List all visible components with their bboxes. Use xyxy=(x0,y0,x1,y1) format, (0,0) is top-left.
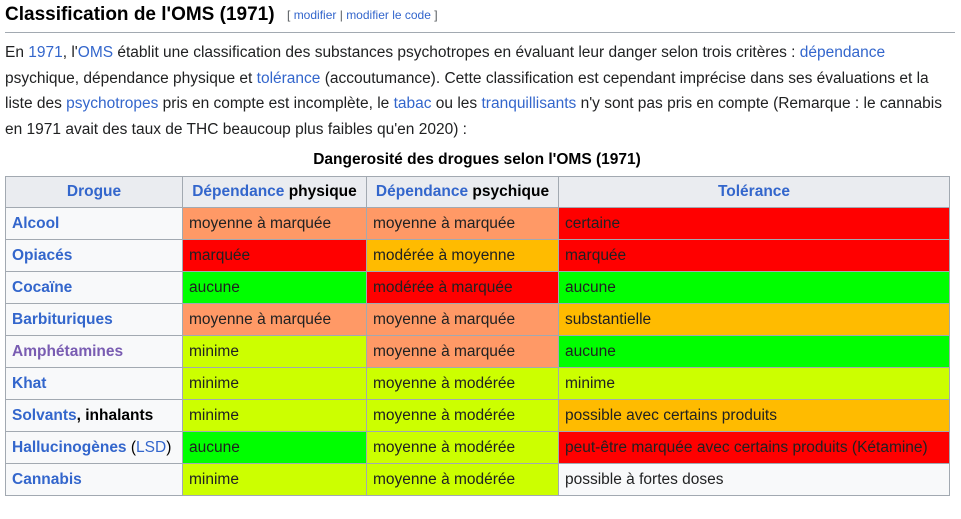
text-fragment: ou les xyxy=(431,95,482,113)
drug-name-cell xyxy=(6,400,183,432)
physical-dependence-cell: minime xyxy=(183,368,367,400)
physical-dependence-cell: minime xyxy=(183,400,367,432)
link-dependance[interactable]: dépendance xyxy=(799,44,886,61)
psychic-dependence-cell: moyenne à marquée xyxy=(367,304,559,336)
link-1971[interactable]: 1971 xyxy=(28,44,63,61)
edit-section-links xyxy=(287,8,438,22)
drug-name-extra: , inhalants xyxy=(76,406,154,424)
drug-name-cell xyxy=(6,368,183,400)
link-tranquillisants[interactable]: tranquillisants xyxy=(481,95,577,113)
link-tolerance[interactable]: tolérance xyxy=(256,69,321,87)
link-psychotropes[interactable]: psychotropes xyxy=(66,95,159,113)
col-header-suffix: physique xyxy=(284,183,357,200)
drug-name-cell xyxy=(6,336,183,368)
heading-divider xyxy=(5,32,955,33)
psychic-dependence-cell: moyenne à marquée xyxy=(367,208,559,240)
drug-name-link[interactable]: Barbituriques xyxy=(12,310,113,328)
table-row xyxy=(6,368,950,400)
link-tabac[interactable]: tabac xyxy=(393,95,432,113)
tolerance-cell: aucune xyxy=(559,272,950,304)
edit-separator: | xyxy=(339,8,343,22)
text-fragment: , l' xyxy=(62,44,78,61)
tolerance-cell: minime xyxy=(559,368,950,400)
drug-name-link[interactable]: Opiacés xyxy=(12,246,73,264)
table-row xyxy=(6,272,950,304)
drug-name-tail: ) xyxy=(166,438,172,456)
drug-name-cell xyxy=(6,272,183,304)
col-header-drogue[interactable] xyxy=(6,177,183,208)
table-row xyxy=(6,240,950,272)
physical-dependence-cell: minime xyxy=(183,464,367,496)
physical-dependence-cell: aucune xyxy=(183,272,367,304)
drug-danger-table xyxy=(5,176,950,496)
tolerance-cell: certaine xyxy=(559,208,950,240)
text-fragment: psychique, dépendance physique et xyxy=(5,69,257,87)
table-row xyxy=(6,432,950,464)
physical-dependence-cell: minime xyxy=(183,336,367,368)
drug-name-link[interactable]: Hallucinogènes xyxy=(12,438,127,456)
physical-dependence-cell: aucune xyxy=(183,432,367,464)
table-header-row xyxy=(6,177,950,208)
table-caption: Dangerosité des drogues selon l'OMS (1971) xyxy=(313,151,641,168)
drug-name-link[interactable]: Amphétamines xyxy=(12,342,124,360)
psychic-dependence-cell: moyenne à modérée xyxy=(367,400,559,432)
drug-name-link[interactable]: Cocaïne xyxy=(12,278,73,296)
tolerance-cell: possible à fortes doses xyxy=(559,464,950,496)
tolerance-cell: peut-être marquée avec certains produits (Kétamine) xyxy=(559,432,950,464)
table-row xyxy=(6,400,950,432)
table-row xyxy=(6,336,950,368)
link-oms[interactable]: OMS xyxy=(77,44,114,61)
psychic-dependence-cell: modérée à moyenne xyxy=(367,240,559,272)
psychic-dependence-cell: moyenne à modérée xyxy=(367,432,559,464)
edit-source-link[interactable]: modifier le code xyxy=(346,8,431,22)
edit-link[interactable]: modifier xyxy=(293,8,337,22)
edit-bracket-close: ] xyxy=(434,8,438,22)
drug-name-link[interactable]: Solvants xyxy=(12,406,77,424)
drug-name-link[interactable]: Alcool xyxy=(12,214,60,232)
col-header-tolerance-label[interactable]: Tolérance xyxy=(717,183,791,200)
physical-dependence-cell: moyenne à marquée xyxy=(183,304,367,336)
drug-name-cell xyxy=(6,464,183,496)
table-row xyxy=(6,208,950,240)
dependance-link[interactable]: Dépendance xyxy=(192,183,285,200)
col-header-dependance-physique[interactable] xyxy=(183,177,367,208)
text-fragment: établit une classification des substances psychotropes en évaluant leur danger selon trois critères : xyxy=(113,44,800,61)
col-header-tolerance[interactable] xyxy=(559,177,950,208)
col-header-dependance-psychique[interactable] xyxy=(367,177,559,208)
text-fragment: (accoutumance). Cette classification est cependant imprécise dans ses évaluations et la liste des xyxy=(5,69,929,113)
psychic-dependence-cell: moyenne à modérée xyxy=(367,368,559,400)
drug-name-cell xyxy=(6,208,183,240)
tolerance-cell: marquée xyxy=(559,240,950,272)
drug-name-sub-link[interactable]: LSD xyxy=(136,438,167,456)
psychic-dependence-cell: moyenne à modérée xyxy=(367,464,559,496)
tolerance-cell: possible avec certains produits xyxy=(559,400,950,432)
psychic-dependence-cell: modérée à marquée xyxy=(367,272,559,304)
tolerance-cell: substantielle xyxy=(559,304,950,336)
physical-dependence-cell: marquée xyxy=(183,240,367,272)
table-row xyxy=(6,464,950,496)
intro-paragraph xyxy=(5,40,955,142)
physical-dependence-cell: moyenne à marquée xyxy=(183,208,367,240)
psychic-dependence-cell: moyenne à marquée xyxy=(367,336,559,368)
drug-name-link[interactable]: Cannabis xyxy=(12,470,82,488)
text-fragment: En xyxy=(5,44,29,61)
dependance-link[interactable]: Dépendance xyxy=(375,183,469,200)
text-fragment: pris en compte est incomplète, le xyxy=(158,95,394,113)
edit-bracket-open: [ xyxy=(287,8,291,22)
text-fragment: n'y sont pas pris en compte (Remarque : le cannabis en 1971 avait des taux de THC beaucoup plus faibles qu'en 2020) : xyxy=(5,95,942,138)
section-title: Classification de l'OMS (1971) xyxy=(5,4,275,25)
tolerance-cell: aucune xyxy=(559,336,950,368)
drug-name-link[interactable]: Khat xyxy=(12,374,47,392)
col-header-suffix: psychique xyxy=(468,183,550,200)
drug-name-cell xyxy=(6,304,183,336)
col-header-drogue-label: Drogue xyxy=(66,183,122,200)
table-row xyxy=(6,304,950,336)
drug-name-extra: ( xyxy=(126,438,137,456)
drug-name-cell xyxy=(6,240,183,272)
section-heading xyxy=(5,4,438,28)
drug-name-cell xyxy=(6,432,183,464)
